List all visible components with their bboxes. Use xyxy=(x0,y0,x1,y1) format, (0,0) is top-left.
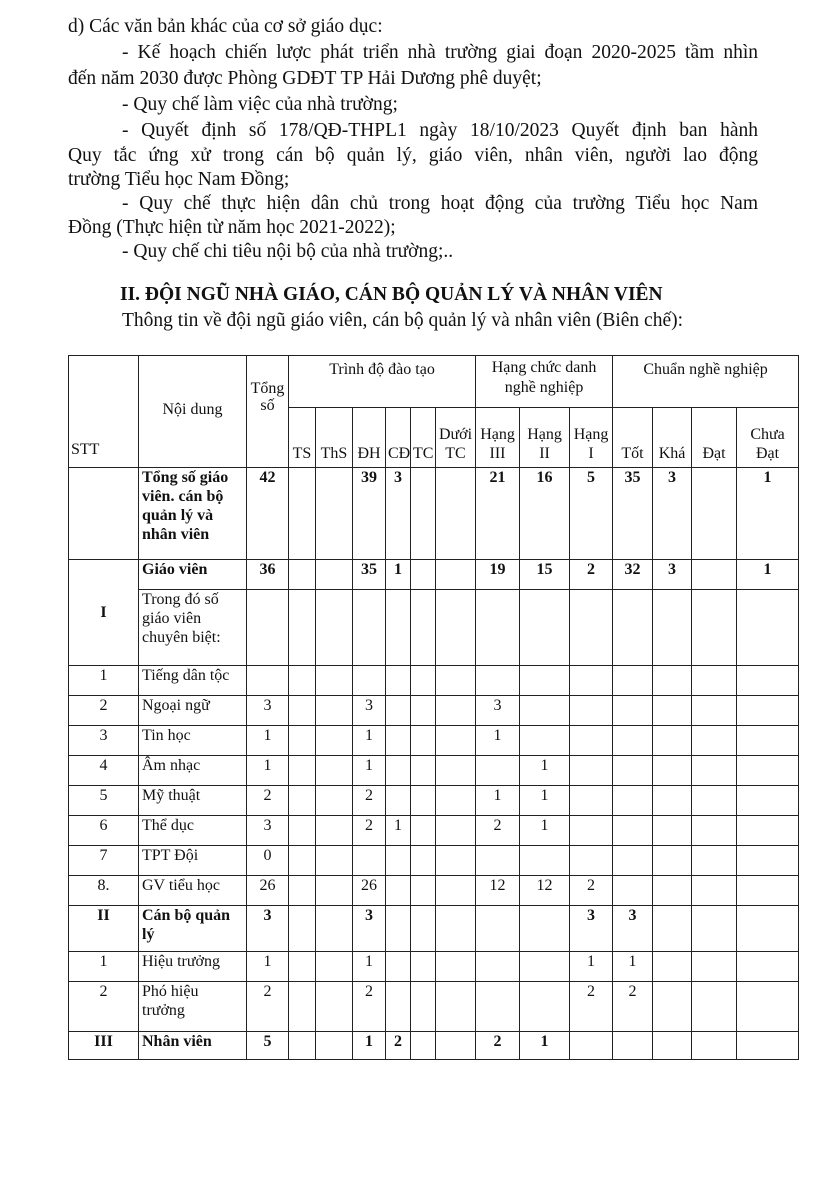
row-label: Mỹ thuật xyxy=(139,786,247,816)
row-value: 2 xyxy=(353,786,386,816)
header-ths: ThS xyxy=(316,408,353,468)
row-value xyxy=(692,816,737,846)
row-value: 21 xyxy=(476,468,520,560)
row-label: Tin học xyxy=(139,726,247,756)
row-value: 32 xyxy=(613,560,653,590)
row-value xyxy=(411,982,436,1032)
row-value xyxy=(653,906,692,952)
row-value xyxy=(520,696,570,726)
row-value xyxy=(737,846,799,876)
row-value: 3 xyxy=(353,696,386,726)
row-value: 1 xyxy=(613,952,653,982)
row-value xyxy=(737,696,799,726)
row-value xyxy=(613,756,653,786)
table-row xyxy=(69,1032,799,1060)
row-value xyxy=(570,756,613,786)
row-value xyxy=(289,846,316,876)
row-value xyxy=(570,696,613,726)
row-value: 39 xyxy=(353,468,386,560)
table-row xyxy=(69,726,799,756)
header-cd: CĐ xyxy=(386,408,411,468)
row-value xyxy=(570,786,613,816)
row-value xyxy=(692,756,737,786)
row-value xyxy=(289,786,316,816)
header-dh: ĐH xyxy=(353,408,386,468)
row-value xyxy=(737,756,799,786)
header-hang-2: Hạng II xyxy=(520,408,570,468)
row-value: 1 xyxy=(247,952,289,982)
row-value xyxy=(436,816,476,846)
row-value xyxy=(289,468,316,560)
row-value xyxy=(411,590,436,666)
row-label: Ngoại ngữ xyxy=(139,696,247,726)
row-label: Tổng số giáo viên. cán bộ quản lý và nhân viên xyxy=(139,468,247,560)
row-value xyxy=(520,726,570,756)
table-row xyxy=(69,468,799,560)
row-value: 2 xyxy=(570,982,613,1032)
row-value xyxy=(436,952,476,982)
table-row xyxy=(69,696,799,726)
row-value: 42 xyxy=(247,468,289,560)
row-value: 3 xyxy=(247,696,289,726)
row-value xyxy=(653,952,692,982)
row-value xyxy=(692,590,737,666)
row-value xyxy=(520,846,570,876)
row-value xyxy=(613,876,653,906)
row-stt: 8. xyxy=(69,876,139,906)
row-value xyxy=(411,756,436,786)
row-value: 3 xyxy=(613,906,653,952)
row-value xyxy=(692,560,737,590)
row-value: 35 xyxy=(353,560,386,590)
row-value xyxy=(476,846,520,876)
table-row xyxy=(69,816,799,846)
staff-table xyxy=(68,355,799,1060)
row-value xyxy=(520,906,570,952)
row-value xyxy=(737,786,799,816)
row-value xyxy=(520,590,570,666)
row-value: 3 xyxy=(386,468,411,560)
row-value xyxy=(289,726,316,756)
header-hang-3: Hạng III xyxy=(476,408,520,468)
row-value xyxy=(692,952,737,982)
row-value: 1 xyxy=(386,560,411,590)
row-value xyxy=(316,952,353,982)
row-value xyxy=(411,786,436,816)
row-value xyxy=(653,726,692,756)
row-value xyxy=(316,982,353,1032)
row-value xyxy=(411,876,436,906)
row-value: 2 xyxy=(353,982,386,1032)
intro-line-10: - Quy chế chi tiêu nội bộ của nhà trường;.. xyxy=(122,241,454,262)
row-value xyxy=(476,666,520,696)
intro-line-4: - Quy chế làm việc của nhà trường; xyxy=(122,94,398,115)
row-value xyxy=(737,590,799,666)
row-value: 3 xyxy=(570,906,613,952)
row-value xyxy=(316,560,353,590)
row-value xyxy=(692,846,737,876)
row-value: 1 xyxy=(520,756,570,786)
row-value xyxy=(316,906,353,952)
row-stt: 2 xyxy=(69,696,139,726)
row-value xyxy=(316,876,353,906)
row-value: 2 xyxy=(386,1032,411,1060)
row-value: 1 xyxy=(386,816,411,846)
intro-line-7: trường Tiểu học Nam Đồng; xyxy=(68,169,290,190)
row-value xyxy=(386,666,411,696)
row-value xyxy=(613,816,653,846)
row-value xyxy=(436,756,476,786)
table-row xyxy=(69,876,799,906)
row-value xyxy=(436,560,476,590)
row-value: 1 xyxy=(570,952,613,982)
row-value: 1 xyxy=(476,786,520,816)
row-value: 12 xyxy=(520,876,570,906)
row-value: 19 xyxy=(476,560,520,590)
row-stt: 4 xyxy=(69,756,139,786)
row-value xyxy=(737,816,799,846)
row-value xyxy=(737,876,799,906)
row-stt: 5 xyxy=(69,786,139,816)
row-value: 1 xyxy=(247,726,289,756)
row-value xyxy=(520,666,570,696)
header-stt: STT xyxy=(69,356,139,468)
intro-line-8: - Quy chế thực hiện dân chủ trong hoạt động của trường Tiểu học Nam xyxy=(122,193,758,214)
row-value xyxy=(289,590,316,666)
row-value xyxy=(737,906,799,952)
row-value xyxy=(386,982,411,1032)
row-value xyxy=(570,846,613,876)
row-value xyxy=(692,982,737,1032)
row-value xyxy=(570,726,613,756)
table-row xyxy=(69,560,799,590)
table-row xyxy=(69,846,799,876)
row-value xyxy=(737,726,799,756)
row-value xyxy=(613,696,653,726)
row-value xyxy=(411,846,436,876)
row-label: Nhân viên xyxy=(139,1032,247,1060)
row-value xyxy=(436,982,476,1032)
row-value xyxy=(436,468,476,560)
row-value: 5 xyxy=(247,1032,289,1060)
row-value: 12 xyxy=(476,876,520,906)
intro-line-3: đến năm 2030 được Phòng GDĐT TP Hải Dương phê duyệt; xyxy=(68,68,542,89)
row-value: 3 xyxy=(653,468,692,560)
row-value xyxy=(653,696,692,726)
row-value xyxy=(316,756,353,786)
row-value xyxy=(386,756,411,786)
header-tc: TC xyxy=(411,408,436,468)
header-content: Nội dung xyxy=(139,356,247,468)
row-value: 5 xyxy=(570,468,613,560)
row-value: 1 xyxy=(737,560,799,590)
row-value: 1 xyxy=(353,756,386,786)
row-value xyxy=(353,846,386,876)
table-row xyxy=(69,590,799,666)
row-label: Tiếng dân tộc xyxy=(139,666,247,696)
row-value: 3 xyxy=(247,906,289,952)
row-value xyxy=(436,726,476,756)
row-label: TPT Đội xyxy=(139,846,247,876)
row-value xyxy=(289,982,316,1032)
header-chua-dat: Chưa Đạt xyxy=(737,408,799,468)
row-value xyxy=(476,590,520,666)
row-value xyxy=(692,1032,737,1060)
row-value xyxy=(476,906,520,952)
row-value: 2 xyxy=(476,1032,520,1060)
row-value xyxy=(411,468,436,560)
row-value: 1 xyxy=(520,786,570,816)
row-value xyxy=(570,816,613,846)
header-duoi-tc: Dưới TC xyxy=(436,408,476,468)
table-row xyxy=(69,756,799,786)
intro-line-6: Quy tắc ứng xử trong cán bộ quản lý, giáo viên, nhân viên, người lao động xyxy=(68,145,758,166)
row-stt: II xyxy=(69,906,139,952)
table-body xyxy=(69,468,799,1060)
intro-line-5: - Quyết định số 178/QĐ-THPL1 ngày 18/10/2023 Quyết định ban hành xyxy=(122,120,758,141)
row-value xyxy=(386,846,411,876)
row-value: 35 xyxy=(613,468,653,560)
intro-line-2: - Kế hoạch chiến lược phát triển nhà trường giai đoạn 2020-2025 tầm nhìn xyxy=(122,42,758,63)
row-value xyxy=(692,876,737,906)
row-value xyxy=(386,786,411,816)
header-rank: Hạng chức danh nghề nghiệp xyxy=(476,356,613,408)
row-stt: 1 xyxy=(69,952,139,982)
row-value xyxy=(613,666,653,696)
row-value xyxy=(316,816,353,846)
row-value xyxy=(289,1032,316,1060)
row-value xyxy=(316,468,353,560)
row-value xyxy=(353,590,386,666)
header-ts: TS xyxy=(289,408,316,468)
row-value: 1 xyxy=(353,1032,386,1060)
row-value xyxy=(613,786,653,816)
row-value xyxy=(653,816,692,846)
row-stt: III xyxy=(69,1032,139,1060)
row-value xyxy=(737,666,799,696)
row-value xyxy=(386,696,411,726)
row-value xyxy=(476,982,520,1032)
row-value xyxy=(289,952,316,982)
row-value xyxy=(386,952,411,982)
row-value xyxy=(316,696,353,726)
intro-line-1: d) Các văn bản khác của cơ sở giáo dục: xyxy=(68,16,383,37)
row-value xyxy=(692,468,737,560)
row-value xyxy=(692,786,737,816)
section-subtitle: Thông tin về đội ngũ giáo viên, cán bộ quản lý và nhân viên (Biên chế): xyxy=(122,310,684,331)
row-value xyxy=(653,876,692,906)
row-value xyxy=(289,696,316,726)
row-value xyxy=(613,590,653,666)
row-value: 2 xyxy=(353,816,386,846)
header-hang-1: Hạng I xyxy=(570,408,613,468)
row-value xyxy=(476,756,520,786)
row-label: Trong đó số giáo viên chuyên biệt: xyxy=(139,590,247,666)
row-stt: 2 xyxy=(69,982,139,1032)
row-value xyxy=(436,696,476,726)
row-value xyxy=(353,666,386,696)
row-value: 0 xyxy=(247,846,289,876)
header-tot: Tốt xyxy=(613,408,653,468)
row-value xyxy=(289,906,316,952)
row-label: Giáo viên xyxy=(139,560,247,590)
row-value: 1 xyxy=(353,952,386,982)
row-value xyxy=(436,590,476,666)
row-value xyxy=(411,906,436,952)
row-value xyxy=(316,666,353,696)
row-label: Phó hiệu trưởng xyxy=(139,982,247,1032)
row-value xyxy=(436,786,476,816)
row-value xyxy=(386,726,411,756)
row-value xyxy=(411,816,436,846)
row-value: 2 xyxy=(570,560,613,590)
row-value: 3 xyxy=(476,696,520,726)
row-stt: 3 xyxy=(69,726,139,756)
row-label: Thể dục xyxy=(139,816,247,846)
row-value xyxy=(316,590,353,666)
row-value xyxy=(289,666,316,696)
table-row xyxy=(69,952,799,982)
row-value: 26 xyxy=(353,876,386,906)
row-value xyxy=(289,756,316,786)
row-value xyxy=(411,666,436,696)
row-value xyxy=(737,952,799,982)
row-value xyxy=(386,906,411,952)
row-value xyxy=(386,590,411,666)
row-value xyxy=(316,1032,353,1060)
row-value xyxy=(476,952,520,982)
row-value: 3 xyxy=(353,906,386,952)
row-value xyxy=(289,816,316,846)
row-label: Hiệu trưởng xyxy=(139,952,247,982)
table-row xyxy=(69,666,799,696)
row-value xyxy=(653,786,692,816)
row-value xyxy=(520,952,570,982)
row-stt: 1 xyxy=(69,666,139,696)
row-value xyxy=(737,982,799,1032)
table-row xyxy=(69,982,799,1032)
table-row xyxy=(69,906,799,952)
section-title: II. ĐỘI NGŨ NHÀ GIÁO, CÁN BỘ QUẢN LÝ VÀ NHÂN VIÊN xyxy=(120,284,663,305)
row-label: GV tiểu học xyxy=(139,876,247,906)
row-value xyxy=(613,846,653,876)
row-value xyxy=(653,846,692,876)
row-value: 1 xyxy=(247,756,289,786)
row-value xyxy=(570,590,613,666)
row-value xyxy=(316,786,353,816)
row-value: 16 xyxy=(520,468,570,560)
row-value: 15 xyxy=(520,560,570,590)
row-value: 1 xyxy=(476,726,520,756)
header-kha: Khá xyxy=(653,408,692,468)
row-value xyxy=(316,726,353,756)
row-value xyxy=(570,1032,613,1060)
row-value: 3 xyxy=(247,816,289,846)
row-value: 2 xyxy=(613,982,653,1032)
row-value: 2 xyxy=(247,786,289,816)
header-standard: Chuẩn nghề nghiệp xyxy=(613,356,799,408)
row-value xyxy=(692,906,737,952)
row-value xyxy=(692,696,737,726)
row-value: 1 xyxy=(737,468,799,560)
row-value: 1 xyxy=(353,726,386,756)
row-stt-roman-i: I xyxy=(69,560,139,666)
row-value xyxy=(737,1032,799,1060)
header-training: Trình độ đào tạo xyxy=(289,356,476,408)
row-value: 2 xyxy=(247,982,289,1032)
row-stt: 7 xyxy=(69,846,139,876)
intro-line-9: Đồng (Thực hiện từ năm học 2021-2022); xyxy=(68,217,396,238)
row-value xyxy=(411,696,436,726)
row-value: 2 xyxy=(476,816,520,846)
row-value xyxy=(436,666,476,696)
header-total: Tổng số xyxy=(247,356,289,468)
row-value: 26 xyxy=(247,876,289,906)
row-value xyxy=(613,1032,653,1060)
row-value xyxy=(613,726,653,756)
row-value: 36 xyxy=(247,560,289,590)
row-value: 2 xyxy=(570,876,613,906)
row-value xyxy=(653,666,692,696)
row-value: 1 xyxy=(520,816,570,846)
row-value xyxy=(411,726,436,756)
row-stt xyxy=(69,468,139,560)
row-value xyxy=(520,982,570,1032)
row-value xyxy=(411,952,436,982)
row-value xyxy=(289,560,316,590)
row-value xyxy=(436,846,476,876)
row-value xyxy=(653,590,692,666)
row-value xyxy=(653,1032,692,1060)
row-value xyxy=(316,846,353,876)
row-value xyxy=(653,982,692,1032)
row-value xyxy=(692,666,737,696)
row-value xyxy=(570,666,613,696)
row-value xyxy=(411,1032,436,1060)
row-value xyxy=(436,1032,476,1060)
row-value xyxy=(436,906,476,952)
row-value xyxy=(289,876,316,906)
row-value xyxy=(436,876,476,906)
row-value xyxy=(692,726,737,756)
row-label: Âm nhạc xyxy=(139,756,247,786)
row-label: Cán bộ quản lý xyxy=(139,906,247,952)
table-row xyxy=(69,786,799,816)
row-value xyxy=(247,666,289,696)
row-stt: 6 xyxy=(69,816,139,846)
header-dat: Đạt xyxy=(692,408,737,468)
row-value: 1 xyxy=(520,1032,570,1060)
row-value xyxy=(386,876,411,906)
row-value xyxy=(247,590,289,666)
row-value xyxy=(653,756,692,786)
row-value xyxy=(411,560,436,590)
row-value: 3 xyxy=(653,560,692,590)
